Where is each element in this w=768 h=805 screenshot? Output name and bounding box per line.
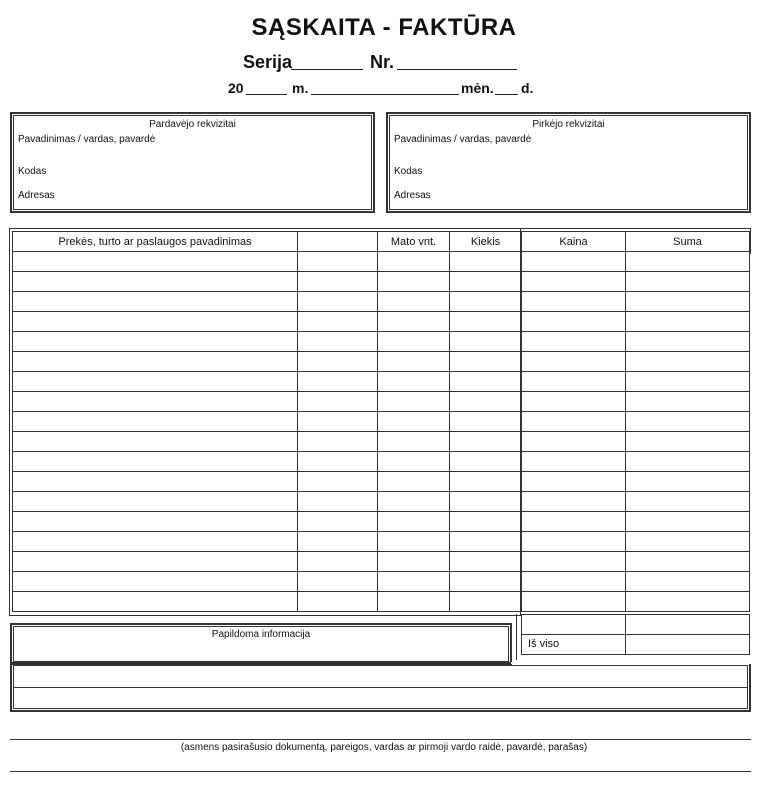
table-cell[interactable]	[378, 432, 450, 452]
table-cell[interactable]	[522, 412, 626, 432]
col-header-sum: Suma	[626, 232, 750, 252]
number-field[interactable]	[397, 69, 517, 70]
table-cell[interactable]	[450, 552, 522, 572]
table-cell[interactable]	[450, 432, 522, 452]
table-cell[interactable]	[13, 592, 298, 612]
table-cell[interactable]	[378, 352, 450, 372]
table-row	[13, 452, 750, 472]
signature-line-bottom[interactable]	[10, 771, 751, 772]
table-cell[interactable]	[522, 272, 626, 292]
year-prefix: 20	[228, 80, 244, 96]
table-cell[interactable]	[298, 452, 378, 472]
table-cell[interactable]	[626, 592, 750, 612]
table-row	[13, 392, 750, 412]
series-field[interactable]	[291, 69, 363, 70]
table-row	[13, 332, 750, 352]
year-suffix: m.	[292, 80, 309, 96]
table-cell[interactable]	[450, 492, 522, 512]
buyer-box	[386, 112, 751, 213]
table-cell[interactable]	[378, 572, 450, 592]
table-cell[interactable]	[522, 572, 626, 592]
table-cell[interactable]	[450, 252, 522, 272]
table-cell[interactable]	[13, 512, 298, 532]
table-cell[interactable]	[13, 252, 298, 272]
table-cell[interactable]	[626, 432, 750, 452]
col-header-unit: Mato vnt.	[378, 232, 450, 252]
table-cell[interactable]	[13, 492, 298, 512]
table-cell[interactable]	[378, 272, 450, 292]
date-row	[0, 80, 768, 100]
table-cell[interactable]	[522, 472, 626, 492]
additional-lines-box	[10, 662, 751, 712]
table-cell[interactable]	[522, 492, 626, 512]
seller-box	[10, 112, 375, 213]
table-cell[interactable]	[298, 252, 378, 272]
table-cell[interactable]	[13, 272, 298, 292]
table-row	[13, 532, 750, 552]
seller-address-label: Adresas	[18, 190, 55, 201]
table-cell[interactable]	[13, 552, 298, 572]
additional-info-box[interactable]	[10, 623, 512, 665]
table-cell[interactable]	[378, 472, 450, 492]
table-cell[interactable]	[450, 292, 522, 312]
table-cell[interactable]	[298, 372, 378, 392]
subtotal-divider	[625, 615, 626, 634]
table-cell[interactable]	[450, 572, 522, 592]
col-header-price: Kaina	[522, 232, 626, 252]
table-cell[interactable]	[378, 492, 450, 512]
table-cell[interactable]	[298, 592, 378, 612]
table-cell[interactable]	[626, 512, 750, 532]
table-cell[interactable]	[522, 452, 626, 472]
table-cell[interactable]	[450, 532, 522, 552]
table-cell[interactable]	[626, 252, 750, 272]
table-cell[interactable]	[522, 252, 626, 272]
table-row	[13, 272, 750, 292]
table-cell[interactable]	[522, 432, 626, 452]
number-label: Nr.	[370, 52, 395, 72]
table-cell[interactable]	[522, 532, 626, 552]
buyer-heading: Pirkėjo rekvizitai	[532, 119, 605, 130]
table-cell[interactable]	[13, 452, 298, 472]
table-cell[interactable]	[13, 352, 298, 372]
table-cell[interactable]	[450, 272, 522, 292]
subtotal-row	[521, 614, 750, 635]
table-cell[interactable]	[450, 412, 522, 432]
table-row	[13, 432, 750, 452]
table-row	[13, 472, 750, 492]
table-cell[interactable]	[450, 372, 522, 392]
box-join	[511, 662, 751, 664]
table-cell[interactable]	[378, 512, 450, 532]
table-row	[13, 572, 750, 592]
series-number-row	[0, 52, 768, 76]
table-cell[interactable]	[13, 532, 298, 552]
table-cell[interactable]	[298, 292, 378, 312]
table-cell[interactable]	[298, 472, 378, 492]
table-cell[interactable]	[626, 412, 750, 432]
year-field[interactable]	[246, 94, 287, 95]
table-cell[interactable]	[298, 432, 378, 452]
table-cell[interactable]	[13, 472, 298, 492]
totals-frame-left	[516, 614, 517, 660]
table-cell[interactable]	[13, 292, 298, 312]
table-cell[interactable]	[378, 312, 450, 332]
table-cell[interactable]	[450, 332, 522, 352]
table-cell[interactable]	[298, 512, 378, 532]
table-row	[13, 492, 750, 512]
signature-caption: (asmens pasirašusio dokumentą, pareigos, vardas ar pirmoji vardo raidė, pavardė, parašas)	[180, 742, 588, 753]
seller-name-label: Pavadinimas / vardas, pavardė	[18, 134, 156, 145]
table-row	[13, 552, 750, 572]
total-row	[521, 634, 750, 655]
items-table	[12, 231, 750, 612]
table-cell[interactable]	[626, 392, 750, 412]
table-cell[interactable]	[626, 572, 750, 592]
table-cell[interactable]	[522, 332, 626, 352]
table-cell[interactable]	[298, 352, 378, 372]
table-cell[interactable]	[13, 372, 298, 392]
table-row	[13, 352, 750, 372]
table-cell[interactable]	[450, 512, 522, 532]
day-suffix: d.	[521, 80, 534, 96]
table-cell[interactable]	[378, 452, 450, 472]
table-cell[interactable]	[298, 552, 378, 572]
month-suffix: mėn.	[461, 80, 494, 96]
table-cell[interactable]	[378, 552, 450, 572]
items-header-row	[13, 232, 750, 252]
table-row	[13, 412, 750, 432]
table-cell[interactable]	[378, 292, 450, 312]
table-cell[interactable]	[13, 332, 298, 352]
table-cell[interactable]	[626, 332, 750, 352]
table-cell[interactable]	[626, 372, 750, 392]
series-label: Serija	[243, 52, 293, 72]
table-cell[interactable]	[13, 572, 298, 592]
table-cell[interactable]	[378, 392, 450, 412]
table-cell[interactable]	[298, 492, 378, 512]
table-cell[interactable]	[522, 592, 626, 612]
table-cell[interactable]	[13, 412, 298, 432]
table-cell[interactable]	[626, 272, 750, 292]
table-cell[interactable]	[298, 332, 378, 352]
table-cell[interactable]	[522, 552, 626, 572]
table-cell[interactable]	[522, 292, 626, 312]
table-cell[interactable]	[298, 532, 378, 552]
table-cell[interactable]	[626, 492, 750, 512]
table-cell[interactable]	[450, 312, 522, 332]
table-cell[interactable]	[298, 272, 378, 292]
table-cell[interactable]	[626, 532, 750, 552]
month-field[interactable]	[311, 94, 459, 95]
table-row	[13, 372, 750, 392]
table-cell[interactable]	[298, 312, 378, 332]
table-cell[interactable]	[626, 352, 750, 372]
col-header-quantity: Kiekis	[450, 232, 522, 252]
table-cell[interactable]	[626, 472, 750, 492]
col-header-blank	[298, 232, 378, 252]
table-row	[13, 252, 750, 272]
signature-line-top[interactable]	[10, 739, 751, 740]
additional-info-heading: Papildoma informacija	[211, 629, 311, 640]
table-cell[interactable]	[522, 512, 626, 532]
table-row	[13, 292, 750, 312]
seller-code-label: Kodas	[18, 166, 47, 177]
total-label: Iš viso	[528, 638, 560, 650]
table-cell[interactable]	[298, 572, 378, 592]
table-cell[interactable]	[450, 472, 522, 492]
table-cell[interactable]	[522, 392, 626, 412]
table-cell[interactable]	[298, 412, 378, 432]
table-cell[interactable]	[626, 292, 750, 312]
document-title: SĄSKAITA - FAKTŪRA	[251, 14, 517, 41]
table-cell[interactable]	[626, 312, 750, 332]
table-cell[interactable]	[378, 532, 450, 552]
table-cell[interactable]	[13, 392, 298, 412]
table-row	[13, 312, 750, 332]
table-cell[interactable]	[522, 372, 626, 392]
table-cell[interactable]	[13, 312, 298, 332]
day-field[interactable]	[495, 94, 518, 95]
col-header-description: Prekės, turto ar paslaugos pavadinimas	[13, 232, 298, 252]
table-cell[interactable]	[13, 432, 298, 452]
table-row	[13, 592, 750, 612]
additional-line-divider	[14, 687, 747, 688]
table-cell[interactable]	[626, 552, 750, 572]
table-cell[interactable]	[378, 592, 450, 612]
total-divider[interactable]	[625, 635, 626, 654]
table-cell[interactable]	[450, 352, 522, 372]
table-cell[interactable]	[378, 412, 450, 432]
table-cell[interactable]	[522, 312, 626, 332]
table-cell[interactable]	[378, 252, 450, 272]
table-cell[interactable]	[626, 452, 750, 472]
buyer-address-label: Adresas	[394, 190, 431, 201]
table-cell[interactable]	[450, 392, 522, 412]
table-cell[interactable]	[378, 332, 450, 352]
buyer-code-label: Kodas	[394, 166, 423, 177]
table-cell[interactable]	[450, 592, 522, 612]
table-cell[interactable]	[378, 372, 450, 392]
seller-heading: Pardavėjo rekvizitai	[149, 119, 236, 130]
buyer-name-label: Pavadinimas / vardas, pavardė	[394, 134, 532, 145]
table-cell[interactable]	[298, 392, 378, 412]
table-cell[interactable]	[522, 352, 626, 372]
table-cell[interactable]	[450, 452, 522, 472]
table-row	[13, 512, 750, 532]
